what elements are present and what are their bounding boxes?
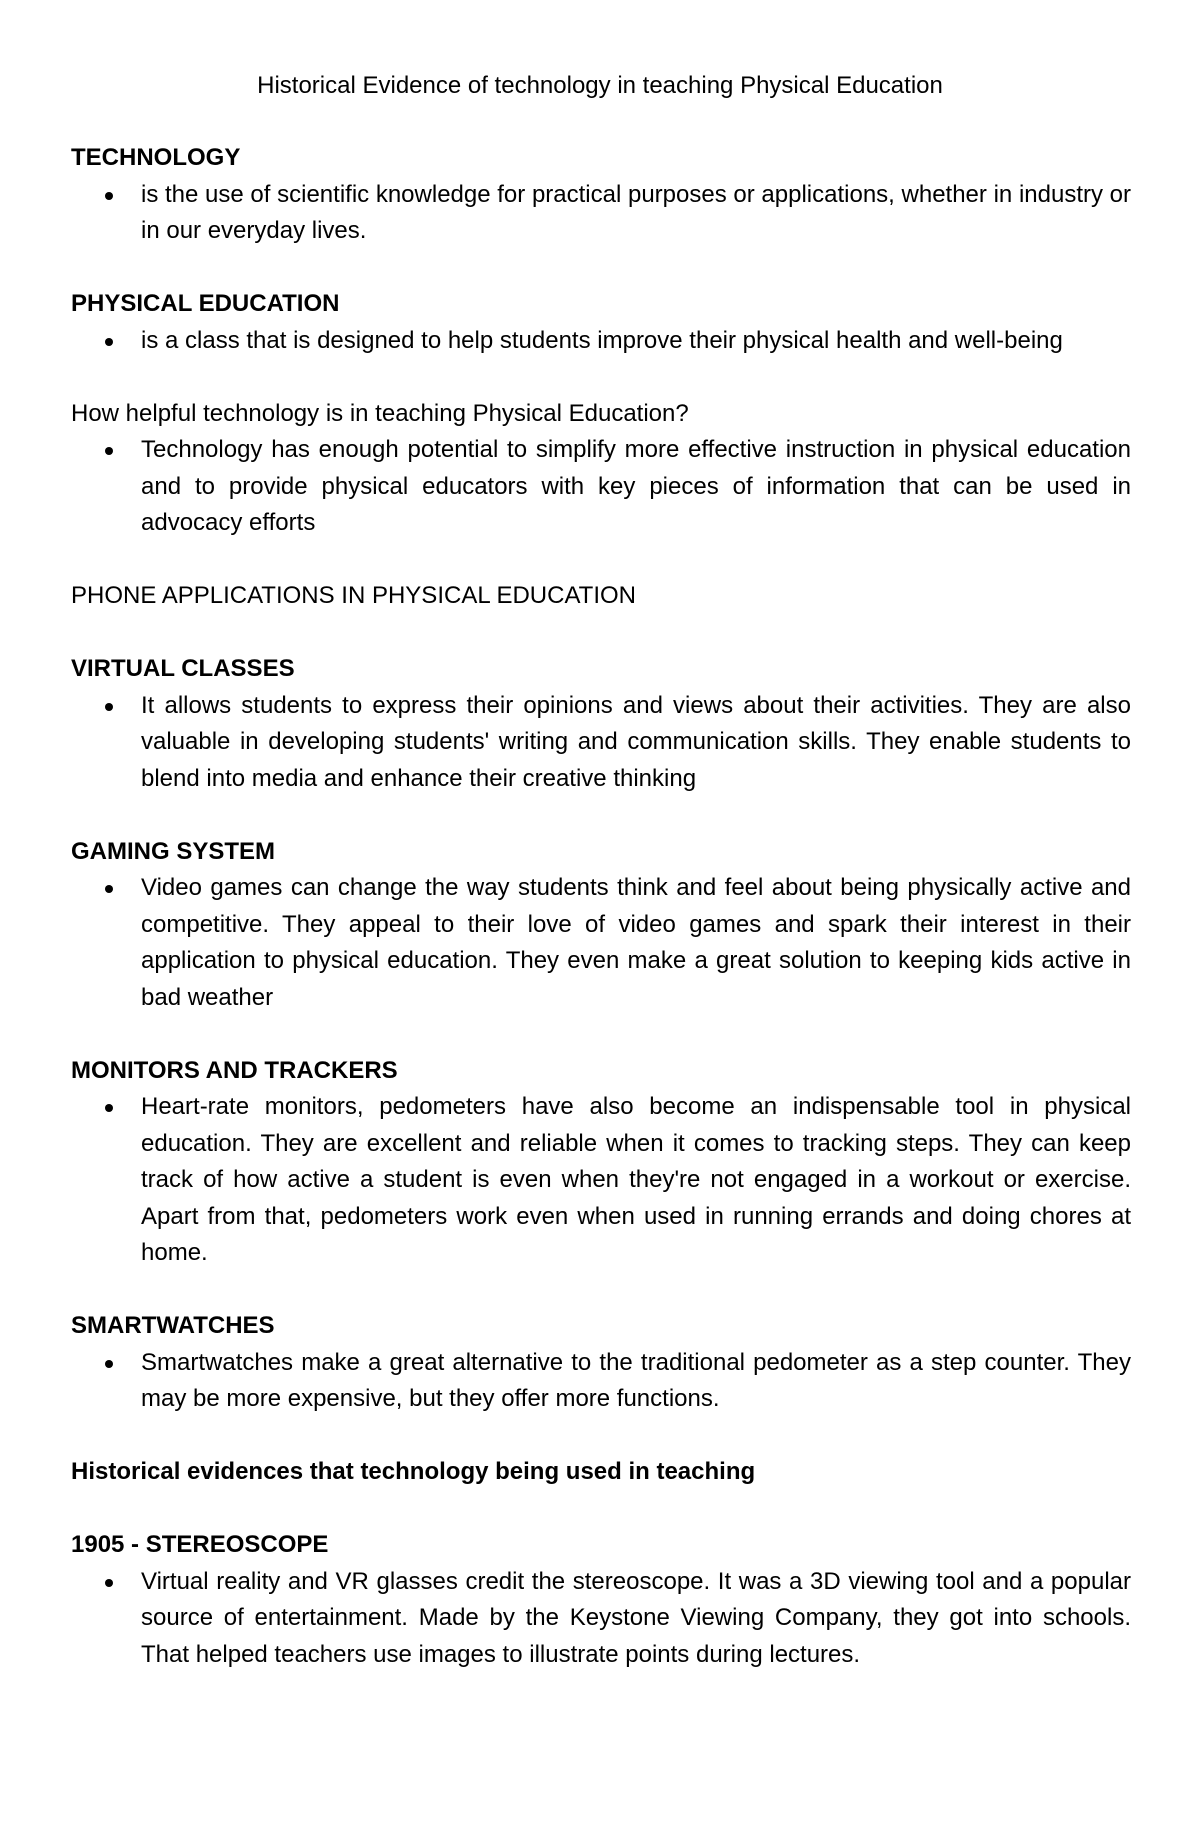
- list-item: [71, 1089, 1131, 1272]
- physical-education-bullets: [71, 323, 1131, 360]
- heading-stereoscope: 1905 - STEREOSCOPE: [71, 1531, 329, 1558]
- bullet-icon: [105, 1579, 113, 1587]
- bullet-icon: [105, 885, 113, 893]
- bullet-text: Technology has enough potential to simplify more effective instruction in physical education and to provide physical educators with key pieces of information that can be used in advocacy efforts: [141, 436, 1131, 536]
- bullet-text: Smartwatches make a great alternative to the traditional pedometer as a step counter. They may be more expensive, but they offer more functions.: [141, 1348, 1131, 1412]
- virtual-classes-bullets: [71, 688, 1131, 798]
- list-item: [71, 1345, 1131, 1418]
- bullet-text: It allows students to express their opinions and views about their activities. They are also valuable in developing students' writing and communication skills. They enable students to blend into media and enhance their creative thinking: [141, 691, 1131, 792]
- list-item: [71, 323, 1131, 360]
- smartwatches-bullets: [71, 1345, 1131, 1418]
- bullet-text: is the use of scientific knowledge for practical purposes or applications, whether in industry or in our everyday lives.: [141, 180, 1131, 244]
- bullet-text: Virtual reality and VR glasses credit the stereoscope. It was a 3D viewing tool and a popular source of entertainment. Made by the Keystone Viewing Company, they got into schools. That helped teachers use images to illustrate points during lectures.: [141, 1567, 1131, 1668]
- list-item: [71, 870, 1131, 1016]
- subheading-phone-applications: PHONE APPLICATIONS IN PHYSICAL EDUCATION: [71, 582, 637, 609]
- heading-technology: TECHNOLOGY: [71, 144, 241, 171]
- bullet-text: Video games can change the way students think and feel about being physically active and competitive. They appeal to their love of video games and spark their interest in their application to physical education. They even make a great solution to keeping kids active in bad weather: [141, 874, 1131, 1011]
- bullet-icon: [105, 338, 113, 346]
- heading-physical-education: PHYSICAL EDUCATION: [71, 290, 340, 317]
- heading-historical-evidences: Historical evidences that technology being used in teaching: [71, 1458, 756, 1485]
- list-item: [71, 688, 1131, 798]
- monitors-trackers-bullets: [71, 1089, 1131, 1272]
- bullet-icon: [105, 1360, 113, 1368]
- heading-smartwatches: SMARTWATCHES: [71, 1312, 275, 1339]
- bullet-icon: [105, 703, 113, 711]
- question-bullets: [71, 432, 1131, 542]
- heading-virtual-classes: VIRTUAL CLASSES: [71, 655, 295, 682]
- list-item: [71, 432, 1131, 542]
- bullet-icon: [105, 447, 113, 455]
- document-body: [71, 140, 1131, 1673]
- bullet-text: is a class that is designed to help students improve their physical health and well-being: [141, 326, 1063, 354]
- heading-gaming-system: GAMING SYSTEM: [71, 837, 276, 865]
- list-item: [71, 177, 1131, 250]
- list-item: [71, 1564, 1131, 1674]
- bullet-icon: [105, 192, 113, 200]
- heading-monitors-trackers: MONITORS AND TRACKERS: [71, 1056, 398, 1084]
- bullet-icon: [105, 1104, 113, 1112]
- stereoscope-bullets: [71, 1564, 1131, 1674]
- technology-bullets: [71, 177, 1131, 250]
- document-title: Historical Evidence of technology in teaching Physical Education: [257, 72, 943, 99]
- gaming-system-bullets: [71, 870, 1131, 1016]
- question-text: How helpful technology is in teaching Physical Education?: [71, 399, 689, 427]
- bullet-text: Heart-rate monitors, pedometers have also become an indispensable tool in physical education. They are excellent and reliable when it comes to tracking steps. They can keep track of how active a student is even when they're not engaged in a workout or exercise. Apart from that, pedometers work even when used in running errands and doing chores at home.: [141, 1093, 1131, 1266]
